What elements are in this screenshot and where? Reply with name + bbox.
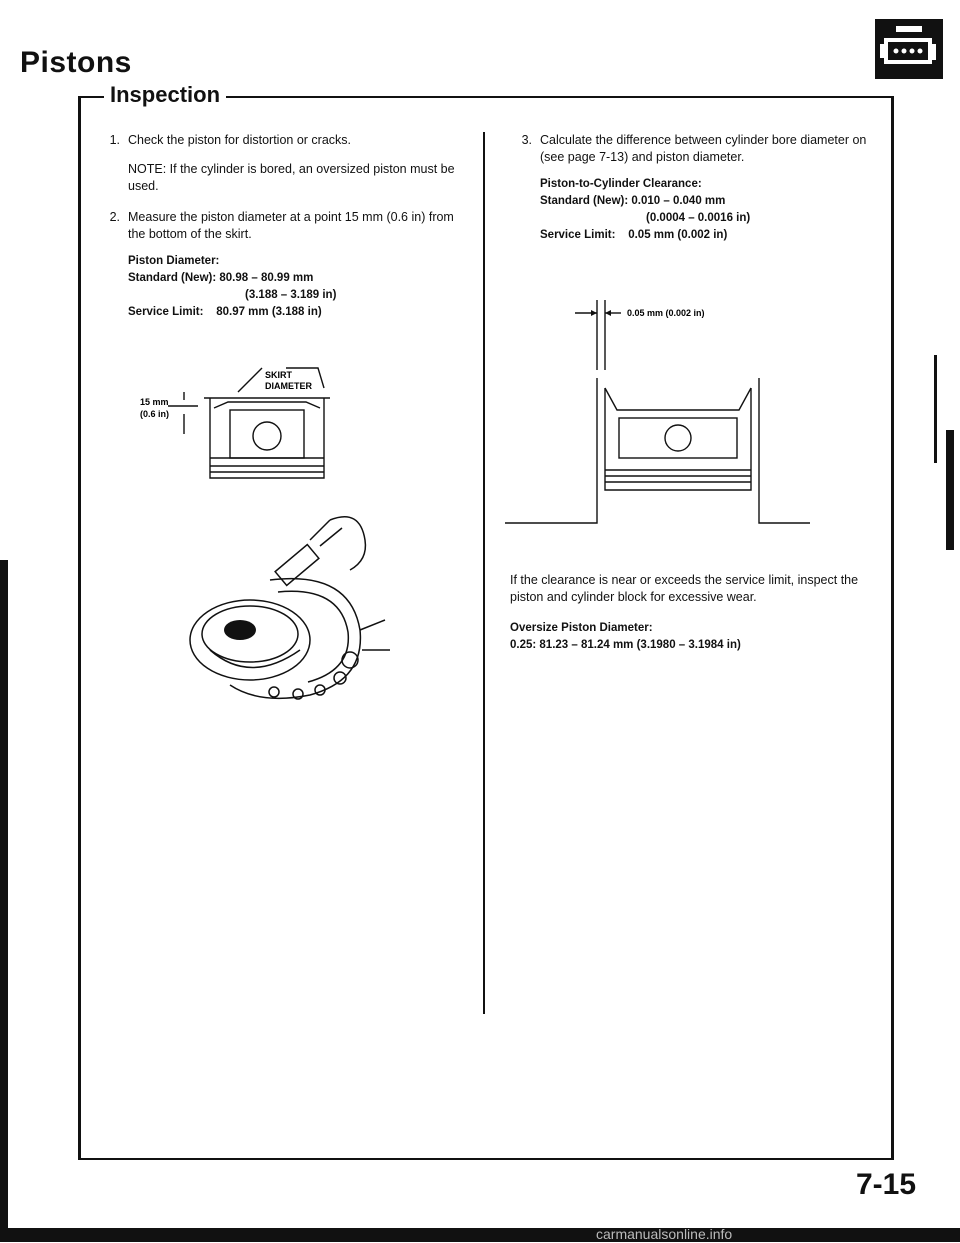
section-heading: Inspection [104, 82, 226, 108]
step-3 [510, 132, 870, 244]
spec-standard-mm: 0.010 – 0.040 mm [631, 195, 726, 207]
step-number: 2. [109, 210, 120, 224]
bottom-edge [0, 1228, 960, 1242]
note-text: NOTE: If the cylinder is bored, an oversized piston must be used. [128, 162, 455, 193]
step-1 [98, 132, 458, 195]
clearance-spec [540, 176, 870, 244]
step-number: 1. [109, 133, 120, 147]
skirt-label-1: SKIRT [265, 370, 292, 380]
page-number: 7-15 [856, 1168, 917, 1201]
skirt-label-2: DIAMETER [265, 381, 312, 391]
spec-heading: Oversize Piston Diameter: [510, 622, 653, 634]
clearance-drawing [505, 300, 815, 530]
step-text: Calculate the difference between cylinder bore diameter on (see page 7-13) and piston diameter. [540, 133, 867, 164]
engine-icon [874, 18, 944, 80]
micrometer-figure [170, 510, 420, 720]
page-title: Pistons [20, 46, 132, 79]
right-lower-text [510, 572, 870, 654]
oversize-spec [510, 620, 870, 654]
clearance-figure [505, 300, 815, 530]
binding-edge [0, 560, 8, 1228]
gap-label: 0.05 mm (0.002 in) [627, 308, 705, 318]
spec-service-value: 0.05 mm (0.002 in) [628, 229, 728, 241]
column-divider [483, 132, 485, 1014]
distance-label-1: 15 mm [140, 397, 169, 407]
spec-standard-in: (0.0004 – 0.0016 in) [646, 212, 751, 224]
watermark: carmanualsonline.info [596, 1226, 733, 1242]
wear-paragraph: If the clearance is near or exceeds the service limit, inspect the piston and cylinder block for excessive wear. [510, 573, 859, 604]
edge-mark [934, 355, 937, 463]
spec-heading: Piston-to-Cylinder Clearance: [540, 178, 702, 190]
piston-diameter-spec [128, 253, 458, 321]
step-text: Check the piston for distortion or cracks. [128, 133, 352, 147]
oversize-value: 0.25: 81.23 – 81.24 mm (3.1980 – 3.1984 in) [510, 639, 741, 651]
step-number: 3. [521, 133, 532, 147]
right-column [510, 132, 870, 258]
spec-service-value: 80.97 mm (3.188 in) [216, 306, 322, 318]
spec-standard-label: Standard (New): [128, 272, 217, 284]
step-2 [98, 209, 458, 321]
left-column [98, 132, 458, 335]
distance-label-2: (0.6 in) [140, 409, 170, 419]
spec-service-label: Service Limit: [540, 229, 616, 241]
micrometer-drawing [170, 510, 420, 720]
spec-service-label: Service Limit: [128, 306, 204, 318]
spec-standard-label: Standard (New): [540, 195, 629, 207]
step-text: Measure the piston diameter at a point 15 mm (0.6 in) from the bottom of the skirt. [128, 210, 454, 241]
spec-standard-in: (3.188 – 3.189 in) [245, 289, 337, 301]
spec-standard-mm: 80.98 – 80.99 mm [219, 272, 314, 284]
spec-heading: Piston Diameter: [128, 255, 220, 267]
edge-mark [946, 430, 954, 550]
